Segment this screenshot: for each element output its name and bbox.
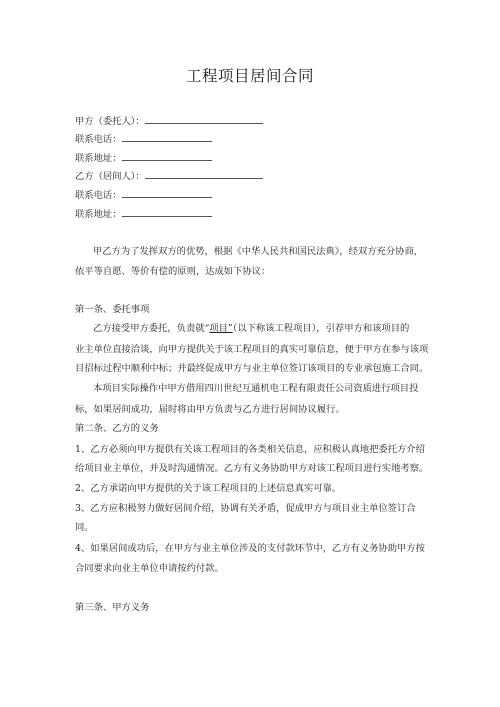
article-1-line-4: 本项目实际操作中甲方借用四川世纪互通机电工程有限责任公司资质进行项目投 xyxy=(93,383,419,394)
party-b-address-label: 联系地址： xyxy=(75,209,122,220)
party-b-field xyxy=(75,168,263,183)
intro-line-2: 依平等自愿、等价有偿的原则，达成如下协议： xyxy=(75,266,271,277)
party-b-label: 乙方（居间人）： xyxy=(75,171,145,182)
party-a-address-blank xyxy=(122,150,212,161)
party-a-phone-field xyxy=(75,131,212,146)
party-a-phone-blank xyxy=(122,131,212,142)
article-2-item-2: 2、乙方承诺向甲方提供的关于该工程项目的上述信息真实可靠。 xyxy=(75,483,342,494)
party-a-address-label: 联系地址： xyxy=(75,153,122,164)
article-1-pre: 乙方接受甲方委托，负责就“ xyxy=(93,323,210,334)
article-1-line-5: 标，如果居间成功，届时将由甲方负责与乙方进行居间协议履行。 xyxy=(75,404,345,415)
article-2-heading: 第二条、乙方的义务 xyxy=(75,423,159,434)
party-b-address-field xyxy=(75,206,212,221)
article-2-item-3-line-2: 同。 xyxy=(75,522,94,533)
party-b-phone-field xyxy=(75,187,212,202)
article-1-line-3: 目招标过程中顺利中标；并最终促成甲方与业主单位签订该项目的专业承包施工合同。 xyxy=(75,363,429,374)
page-title: 工程项目居间合同 xyxy=(185,67,314,85)
party-a-address-field xyxy=(75,150,212,165)
party-b-phone-blank xyxy=(122,187,212,198)
party-b-phone-label: 联系电话： xyxy=(75,190,122,201)
party-b-address-blank xyxy=(122,206,212,217)
article-3-heading: 第三条、甲方义务 xyxy=(75,602,150,613)
article-2-item-4-line-2: 合同要求向业主单位申请按约付款。 xyxy=(75,563,224,574)
article-2-item-1-line-2: 给项目业主单位，并及时沟通情况。乙方有义务协助甲方对该工程项目进行实地考察。 xyxy=(75,463,429,474)
party-a-label: 甲方（委托人）： xyxy=(75,116,145,127)
article-1-post: （以下称该工程项目），引荐甲方和该项目的 xyxy=(232,323,410,334)
article-2-item-3-line-1: 3、乙方应积极努力做好居间介绍，协调有关矛盾，促成甲方与项目业主单位签订合 xyxy=(75,503,416,514)
intro-line-1: 甲乙方为了发挥双方的优势，根据《中华人民共和国民法典》，经双方充分协商， xyxy=(93,246,424,257)
article-1-heading: 第一条、委托事项 xyxy=(75,304,150,315)
article-1-line-2: 业主单位直接洽谈，向甲方提供关于该工程项目的真实可靠信息，便于甲方在参与该项 xyxy=(75,344,429,355)
article-2-item-1-line-1: 1、乙方必须向甲方提供有关该工程项目的各类相关信息，应积极认真地把委托方介绍 xyxy=(75,444,425,455)
project-name: 项目” xyxy=(209,323,233,334)
party-b-blank xyxy=(145,168,263,179)
party-a-field xyxy=(75,113,263,128)
party-a-phone-label: 联系电话： xyxy=(75,134,122,145)
party-a-blank xyxy=(145,113,263,124)
article-1-line-1 xyxy=(93,323,409,335)
article-2-item-4-line-1: 4、如果居间成功后，在甲方与业主单位涉及的支付款环节中，乙方有义务协助甲方按 xyxy=(75,543,425,554)
